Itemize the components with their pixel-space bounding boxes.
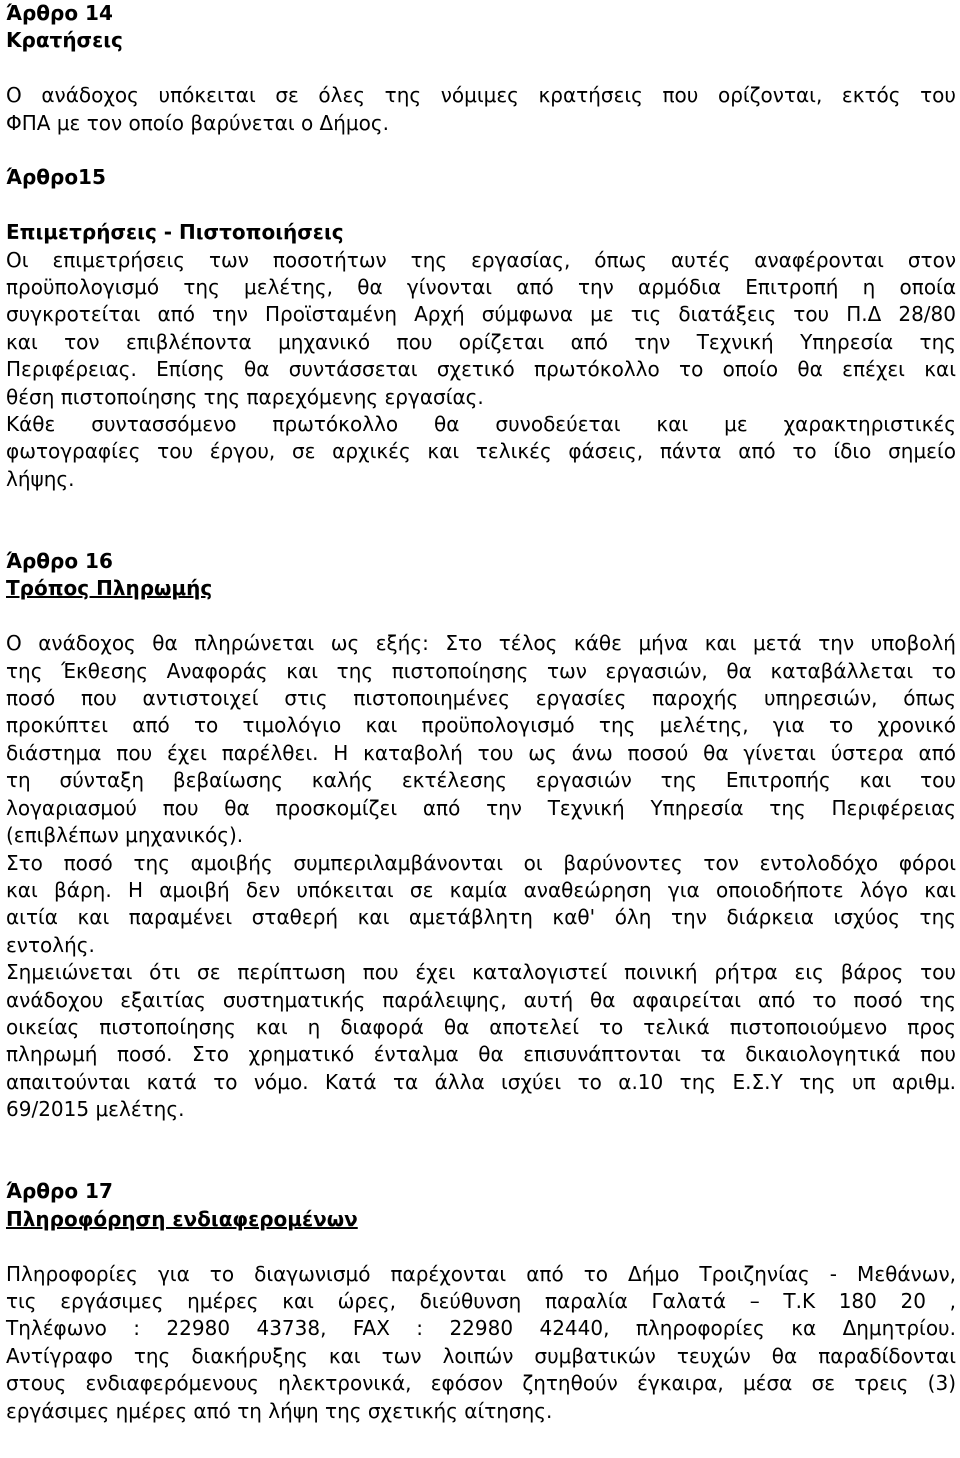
paragraph-line: προκύπτει από το τιμολόγιο και προϋπολογισμό της μελέτης, για το χρονικό bbox=[6, 713, 956, 738]
paragraph-line: προϋπολογισμό της μελέτης, θα γίνονται από την αρμόδια Επιτροπή η οποία bbox=[6, 275, 956, 300]
paragraph-line: Ο ανάδοχος υπόκειται σε όλες της νόμιμες κρατήσεις που ορίζονται, εκτός του bbox=[6, 83, 956, 108]
article-17 bbox=[6, 1178, 956, 1425]
paragraph-line: Περιφέρειας. Επίσης θα συντάσσεται σχετικό πρωτόκολλο το οποίο θα επέχει και bbox=[6, 357, 956, 382]
paragraph-line: θέση πιστοποίησης της παρεχόμενης εργασίας. bbox=[6, 384, 484, 409]
paragraph-line: Οι επιμετρήσεις των ποσοτήτων της εργασίας, όπως αυτές αναφέρονται στον bbox=[6, 247, 956, 272]
paragraph-line: λήψης. bbox=[6, 466, 75, 491]
article-16 bbox=[6, 548, 956, 1178]
paragraph-line: (επιβλέπων μηχανικός). bbox=[6, 823, 244, 848]
paragraph-line: Αντίγραφο της διακήρυξης και των λοιπών συμβατικών τευχών θα παραδίδονται bbox=[6, 1343, 956, 1368]
paragraph-line: λογαριασμού που θα προσκομίζει από την Τεχνική Υπηρεσία της Περιφέρειας bbox=[6, 795, 956, 820]
paragraph-line: τις εργάσιμες ημέρες και ώρες, διεύθυνση παραλία Γαλατά – Τ.Κ 180 20 , bbox=[6, 1288, 956, 1313]
paragraph-line: συγκροτείται από την Προϊσταμένη Αρχή σύμφωνα με τις διατάξεις του Π.Δ 28/80 bbox=[6, 302, 956, 327]
paragraph-line: εντολής. bbox=[6, 932, 95, 957]
paragraph-line: αιτία και παραμένει σταθερή και αμετάβλητη καθ' όλη την διάρκεια ισχύος της bbox=[6, 905, 956, 930]
article-heading: Άρθρο 14 bbox=[6, 1, 113, 25]
article-15 bbox=[6, 164, 956, 548]
document-page bbox=[6, 0, 956, 1425]
paragraph-line: Πληροφορίες για το διαγωνισμό παρέχονται από το Δήμο Τροιζηνίας - Μεθάνων, bbox=[6, 1261, 956, 1286]
paragraph-line: Σημειώνεται ότι σε περίπτωση που έχει καταλογιστεί ποινική ρήτρα εις βάρος του bbox=[6, 960, 956, 985]
paragraph-line: ΦΠΑ με τον οποίο βαρύνεται ο Δήμος. bbox=[6, 110, 389, 135]
paragraph-line: οικείας πιστοποίησης και η διαφορά θα αποτελεί το τελικά πιστοποιούμενο προς bbox=[6, 1014, 956, 1039]
paragraph-line: διάστημα που έχει παρέλθει. Η καταβολή του ως άνω ποσού θα γίνεται ύστερα από bbox=[6, 740, 956, 765]
article-title: Κρατήσεις bbox=[6, 28, 123, 53]
paragraph-line: Ο ανάδοχος θα πληρώνεται ως εξής: Στο τέλος κάθε μήνα και μετά την υποβολή bbox=[6, 631, 956, 656]
paragraph-line: και βάρη. Η αμοιβή δεν υπόκειται σε καμία αναθεώρηση για οποιοδήποτε λόγο και bbox=[6, 877, 956, 902]
paragraph-line: ποσό που αντιστοιχεί στις πιστοποιημένες εργασίες παροχής υπηρεσιών, όπως bbox=[6, 686, 956, 711]
paragraph-line: της Έκθεσης Αναφοράς και της πιστοποίησης των εργασιών, θα καταβάλλεται το bbox=[6, 658, 956, 683]
paragraph-line: Τηλέφωνο : 22980 43738, FAX : 22980 42440, πληροφορίες κα Δημητρίου. bbox=[6, 1316, 956, 1341]
article-heading: Άρθρο 17 bbox=[6, 1179, 113, 1204]
paragraph-line: εργάσιμες ημέρες από τη λήψη της σχετικής αίτησης. bbox=[6, 1398, 553, 1423]
article-heading: Άρθρο15 bbox=[6, 165, 106, 190]
article-heading: Άρθρο 16 bbox=[6, 549, 113, 574]
paragraph-line: απαιτούνται κατά το νόμο. Κατά τα άλλα ισχύει το α.10 της Ε.Σ.Υ της υπ αριθμ. bbox=[6, 1069, 956, 1094]
paragraph-line: φωτογραφίες του έργου, σε αρχικές και τελικές φάσεις, πάντα από το ίδιο σημείο bbox=[6, 439, 956, 464]
article-title: Πληροφόρηση ενδιαφερομένων bbox=[6, 1206, 358, 1231]
paragraph-line: 69/2015 μελέτης. bbox=[6, 1097, 185, 1122]
paragraph-line: Στο ποσό της αμοιβής συμπεριλαμβάνονται οι βαρύνοντες τον εντολοδόχο φόροι bbox=[6, 850, 956, 875]
paragraph-line: και τον επιβλέποντα μηχανικό που ορίζεται από την Τεχνική Υπηρεσία της bbox=[6, 329, 956, 354]
article-title: Τρόπος Πληρωμής bbox=[6, 576, 213, 601]
paragraph-line: στους ενδιαφερόμενους ηλεκτρονικά, εφόσον ζητηθούν έγκαιρα, μέσα σε τρεις (3) bbox=[6, 1371, 956, 1396]
article-title: Επιμετρήσεις - Πιστοποιήσεις bbox=[6, 220, 344, 245]
paragraph-line: ανάδοχου εξαιτίας συστηματικής παράλειψης, αυτή θα αφαιρείται από το ποσό της bbox=[6, 987, 956, 1012]
article-14 bbox=[6, 0, 956, 164]
paragraph-line: πληρωμή ποσό. Στο χρηματικό ένταλμα θα επισυνάπτονται τα δικαιολογητικά που bbox=[6, 1042, 956, 1067]
paragraph-line: Κάθε συντασσόμενο πρωτόκολλο θα συνοδεύεται και με χαρακτηριστικές bbox=[6, 412, 956, 437]
paragraph-line: τη σύνταξη βεβαίωσης καλής εκτέλεσης εργασιών της Επιτροπής και του bbox=[6, 768, 956, 793]
